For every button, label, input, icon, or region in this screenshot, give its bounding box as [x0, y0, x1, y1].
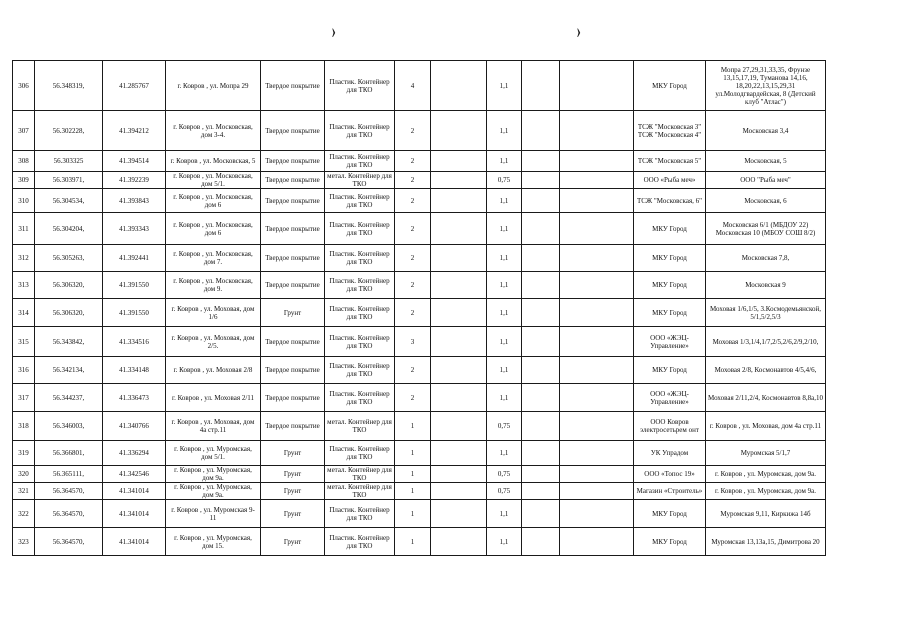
- cell-latitude: 56.344237,: [35, 384, 103, 412]
- cell-number: 314: [13, 299, 35, 327]
- table-row: [13, 213, 826, 245]
- table-row: [13, 441, 826, 466]
- table-row: [13, 151, 826, 172]
- cell-sources: ООО "Рыба меч": [706, 172, 826, 189]
- cell-sources: Муромская 9,11, Киркижа 14б: [706, 500, 826, 528]
- cell-number: 306: [13, 61, 35, 111]
- cell-longitude: 41.341014: [103, 483, 166, 500]
- cell-container-count: 1: [395, 500, 431, 528]
- cell-empty: [522, 412, 560, 441]
- cell-latitude: 56.303971,: [35, 172, 103, 189]
- cell-container-count: 2: [395, 213, 431, 245]
- cell-container-type: Пластик. Контейнер для ТКО: [325, 245, 395, 272]
- cell-volume: 1,1: [487, 111, 522, 151]
- cell-sources: Московская 3,4: [706, 111, 826, 151]
- cell-container-count: 4: [395, 61, 431, 111]
- cell-empty: [522, 466, 560, 483]
- cell-volume: 0,75: [487, 466, 522, 483]
- cell-owner: МКУ Город: [634, 245, 706, 272]
- cell-address: г. Ковров , ул. Моховая, дом 2/5.: [166, 327, 261, 357]
- cell-container-count: 2: [395, 172, 431, 189]
- cell-empty: [431, 357, 487, 384]
- cell-address: г. Ковров , ул. Муромская, дом 9а.: [166, 466, 261, 483]
- cell-empty: [560, 245, 634, 272]
- cell-surface: Грунт: [261, 483, 325, 500]
- cell-latitude: 56.346003,: [35, 412, 103, 441]
- cell-container-type: метал. Контейнер для ТКО: [325, 412, 395, 441]
- table-body: [13, 61, 826, 556]
- cell-surface: Грунт: [261, 500, 325, 528]
- cell-volume: 1,1: [487, 245, 522, 272]
- cell-empty: [431, 272, 487, 299]
- cell-empty: [431, 213, 487, 245]
- cell-volume: 1,1: [487, 189, 522, 213]
- cell-longitude: 41.394212: [103, 111, 166, 151]
- cell-latitude: 56.306320,: [35, 299, 103, 327]
- cell-longitude: 41.336294: [103, 441, 166, 466]
- cell-owner: МКУ Город: [634, 299, 706, 327]
- cell-empty: [431, 466, 487, 483]
- cell-volume: 1,1: [487, 357, 522, 384]
- cell-latitude: 56.364570,: [35, 483, 103, 500]
- cell-empty: [560, 151, 634, 172]
- cell-sources: Московская, 5: [706, 151, 826, 172]
- cell-surface: Твердое покрытие: [261, 172, 325, 189]
- cell-number: 313: [13, 272, 35, 299]
- cell-sources: Моховая 1/6,1/5, 3.Космодемьянской, 5/1,5/2,5/3: [706, 299, 826, 327]
- cell-sources: г. Ковров , ул. Моховая, дом 4а стр.11: [706, 412, 826, 441]
- cell-sources: Моховая 2/11,2/4, Космонавтов 8,8а,10: [706, 384, 826, 412]
- cell-surface: Твердое покрытие: [261, 189, 325, 213]
- cell-latitude: 56.302228,: [35, 111, 103, 151]
- table-row: [13, 299, 826, 327]
- cell-longitude: 41.393843: [103, 189, 166, 213]
- cell-number: 323: [13, 528, 35, 556]
- table-row: [13, 412, 826, 441]
- cell-container-count: 3: [395, 327, 431, 357]
- cell-latitude: 56.304204,: [35, 213, 103, 245]
- cell-surface: Твердое покрытие: [261, 357, 325, 384]
- cell-owner: УК Упрадом: [634, 441, 706, 466]
- cell-volume: 0,75: [487, 172, 522, 189]
- cell-sources: Муромская 13,13а,15, Димитрова 20: [706, 528, 826, 556]
- cell-number: 311: [13, 213, 35, 245]
- cell-empty: [560, 189, 634, 213]
- cell-volume: 1,1: [487, 441, 522, 466]
- cell-empty: [522, 528, 560, 556]
- cell-container-type: Пластик. Контейнер для ТКО: [325, 299, 395, 327]
- cell-empty: [431, 245, 487, 272]
- cell-container-count: 2: [395, 245, 431, 272]
- cell-latitude: 56.304534,: [35, 189, 103, 213]
- cell-sources: Московская, 6: [706, 189, 826, 213]
- cell-number: 308: [13, 151, 35, 172]
- cell-owner: ТСЖ "Московская, 6": [634, 189, 706, 213]
- cell-address: г. Ковров , ул. Муромская, дом 15.: [166, 528, 261, 556]
- table-row: [13, 245, 826, 272]
- cell-empty: [560, 172, 634, 189]
- table-row: [13, 384, 826, 412]
- table-row: [13, 466, 826, 483]
- cell-empty: [431, 172, 487, 189]
- cell-latitude: 56.306320,: [35, 272, 103, 299]
- cell-longitude: 41.341014: [103, 500, 166, 528]
- cell-container-count: 2: [395, 357, 431, 384]
- cell-container-type: Пластик. Контейнер для ТКО: [325, 61, 395, 111]
- cell-surface: Твердое покрытие: [261, 245, 325, 272]
- cell-address: г. Ковров , ул. Моховая 2/11: [166, 384, 261, 412]
- cell-sources: Московская 9: [706, 272, 826, 299]
- cell-empty: [431, 384, 487, 412]
- waste-sites-table: [12, 60, 826, 556]
- cell-container-count: 2: [395, 272, 431, 299]
- cell-container-count: 1: [395, 412, 431, 441]
- cell-longitude: 41.334148: [103, 357, 166, 384]
- cell-empty: [431, 327, 487, 357]
- cell-address: г. Ковров , ул. Московская, дом 6: [166, 189, 261, 213]
- cell-surface: Грунт: [261, 441, 325, 466]
- cell-number: 309: [13, 172, 35, 189]
- cell-latitude: 56.366801,: [35, 441, 103, 466]
- binding-mark-left: ›: [331, 18, 336, 43]
- cell-owner: ООО «ЖЭЦ-Управление»: [634, 327, 706, 357]
- table-row: [13, 500, 826, 528]
- cell-volume: 1,1: [487, 213, 522, 245]
- cell-empty: [431, 500, 487, 528]
- cell-empty: [560, 466, 634, 483]
- cell-address: г. Ковров , ул. Моховая, дом 1/6: [166, 299, 261, 327]
- cell-surface: Твердое покрытие: [261, 327, 325, 357]
- cell-surface: Твердое покрытие: [261, 272, 325, 299]
- cell-address: г. Ковров , ул. Московская, 5: [166, 151, 261, 172]
- cell-empty: [522, 151, 560, 172]
- cell-longitude: 41.336473: [103, 384, 166, 412]
- cell-number: 307: [13, 111, 35, 151]
- table-row: [13, 483, 826, 500]
- cell-empty: [522, 111, 560, 151]
- binding-mark-right: ›: [576, 18, 581, 43]
- cell-latitude: 56.343842,: [35, 327, 103, 357]
- cell-volume: 1,1: [487, 327, 522, 357]
- cell-container-count: 2: [395, 384, 431, 412]
- cell-empty: [560, 357, 634, 384]
- cell-sources: Московская 7,8,: [706, 245, 826, 272]
- cell-longitude: 41.334516: [103, 327, 166, 357]
- table-row: [13, 327, 826, 357]
- table-row: [13, 111, 826, 151]
- cell-empty: [522, 61, 560, 111]
- cell-number: 321: [13, 483, 35, 500]
- cell-container-count: 2: [395, 189, 431, 213]
- cell-surface: Твердое покрытие: [261, 412, 325, 441]
- cell-container-count: 1: [395, 466, 431, 483]
- cell-address: г. Ковров , ул. Московская, дом 3-4.: [166, 111, 261, 151]
- cell-container-type: Пластик. Контейнер для ТКО: [325, 213, 395, 245]
- cell-latitude: 56.365111,: [35, 466, 103, 483]
- cell-surface: Грунт: [261, 528, 325, 556]
- cell-address: г. Ковров , ул. Московская, дом 6: [166, 213, 261, 245]
- cell-empty: [522, 172, 560, 189]
- table-row: [13, 528, 826, 556]
- cell-number: 318: [13, 412, 35, 441]
- cell-longitude: 41.394514: [103, 151, 166, 172]
- cell-container-type: метал. Контейнер для ТКО: [325, 466, 395, 483]
- cell-empty: [560, 61, 634, 111]
- cell-surface: Твердое покрытие: [261, 384, 325, 412]
- cell-latitude: 56.303325: [35, 151, 103, 172]
- cell-latitude: 56.342134,: [35, 357, 103, 384]
- cell-container-type: Пластик. Контейнер для ТКО: [325, 189, 395, 213]
- cell-sources: Московская 6/1 (МБДОУ 22) Московская 10 (МБОУ СОШ 8/2): [706, 213, 826, 245]
- cell-owner: ООО «Топос 19»: [634, 466, 706, 483]
- cell-empty: [560, 483, 634, 500]
- cell-empty: [560, 384, 634, 412]
- cell-container-type: Пластик. Контейнер для ТКО: [325, 151, 395, 172]
- cell-longitude: 41.391550: [103, 299, 166, 327]
- cell-empty: [431, 483, 487, 500]
- cell-empty: [522, 500, 560, 528]
- cell-container-type: метал. Контейнер для ТКО: [325, 483, 395, 500]
- cell-latitude: 56.364570,: [35, 528, 103, 556]
- cell-owner: ТСЖ "Московская 5": [634, 151, 706, 172]
- cell-surface: Твердое покрытие: [261, 61, 325, 111]
- table-row: [13, 172, 826, 189]
- cell-container-count: 1: [395, 441, 431, 466]
- cell-sources: г. Ковров , ул. Муромская, дом 9а.: [706, 466, 826, 483]
- cell-container-type: Пластик. Контейнер для ТКО: [325, 111, 395, 151]
- cell-surface: Твердое покрытие: [261, 151, 325, 172]
- cell-surface: Грунт: [261, 466, 325, 483]
- cell-empty: [522, 213, 560, 245]
- cell-owner: МКУ Город: [634, 528, 706, 556]
- cell-owner: МКУ Город: [634, 213, 706, 245]
- cell-container-type: Пластик. Контейнер для ТКО: [325, 272, 395, 299]
- cell-address: г. Ковров , ул. Московская, дом 7.: [166, 245, 261, 272]
- cell-sources: Муромская 5/1,7: [706, 441, 826, 466]
- cell-empty: [560, 441, 634, 466]
- cell-volume: 1,1: [487, 151, 522, 172]
- cell-container-type: Пластик. Контейнер для ТКО: [325, 327, 395, 357]
- cell-container-type: Пластик. Контейнер для ТКО: [325, 500, 395, 528]
- cell-sources: г. Ковров , ул. Муромская, дом 9а.: [706, 483, 826, 500]
- cell-address: г. Ковров , ул. Моховая 2/8: [166, 357, 261, 384]
- cell-longitude: 41.392441: [103, 245, 166, 272]
- cell-address: г. Ковров , ул. Моховая, дом 4а стр.11: [166, 412, 261, 441]
- cell-latitude: 56.305263,: [35, 245, 103, 272]
- cell-empty: [522, 189, 560, 213]
- cell-empty: [431, 111, 487, 151]
- cell-empty: [560, 111, 634, 151]
- cell-container-count: 1: [395, 528, 431, 556]
- cell-address: г. Ковров , ул. Муромская, дом 9а.: [166, 483, 261, 500]
- cell-empty: [431, 528, 487, 556]
- cell-longitude: 41.391550: [103, 272, 166, 299]
- cell-number: 315: [13, 327, 35, 357]
- cell-owner: ТСЖ "Московская 3" ТСЖ "Московская 4": [634, 111, 706, 151]
- cell-container-type: Пластик. Контейнер для ТКО: [325, 528, 395, 556]
- cell-empty: [522, 357, 560, 384]
- cell-owner: Магазин «Строитель»: [634, 483, 706, 500]
- cell-empty: [431, 189, 487, 213]
- cell-address: г. Ковров , ул. Московская, дом 9.: [166, 272, 261, 299]
- cell-volume: 0,75: [487, 412, 522, 441]
- cell-container-count: 2: [395, 151, 431, 172]
- cell-owner: ООО Ковров электросетьрем онт: [634, 412, 706, 441]
- cell-latitude: 56.348319,: [35, 61, 103, 111]
- cell-empty: [560, 327, 634, 357]
- cell-number: 317: [13, 384, 35, 412]
- cell-owner: МКУ Город: [634, 357, 706, 384]
- cell-volume: 1,1: [487, 384, 522, 412]
- cell-container-count: 2: [395, 111, 431, 151]
- cell-volume: 1,1: [487, 528, 522, 556]
- table-row: [13, 357, 826, 384]
- cell-surface: Твердое покрытие: [261, 111, 325, 151]
- cell-empty: [522, 299, 560, 327]
- table-row: [13, 189, 826, 213]
- cell-longitude: 41.340766: [103, 412, 166, 441]
- cell-address: г. Ковров , ул. Муромская 9-11: [166, 500, 261, 528]
- cell-empty: [560, 412, 634, 441]
- cell-container-type: Пластик. Контейнер для ТКО: [325, 441, 395, 466]
- cell-volume: 1,1: [487, 61, 522, 111]
- cell-sources: Моховая 2/8, Космонавтов 4/5,4/6,: [706, 357, 826, 384]
- cell-longitude: 41.342546: [103, 466, 166, 483]
- cell-longitude: 41.285767: [103, 61, 166, 111]
- cell-empty: [522, 384, 560, 412]
- cell-empty: [431, 61, 487, 111]
- cell-container-count: 1: [395, 483, 431, 500]
- cell-empty: [522, 327, 560, 357]
- cell-owner: МКУ Город: [634, 500, 706, 528]
- cell-address: г. Ковров , ул. Московская, дом 5/1.: [166, 172, 261, 189]
- cell-longitude: 41.341014: [103, 528, 166, 556]
- cell-owner: ООО «Рыба меч»: [634, 172, 706, 189]
- cell-number: 320: [13, 466, 35, 483]
- cell-volume: 1,1: [487, 299, 522, 327]
- cell-owner: МКУ Город: [634, 272, 706, 299]
- table-row: [13, 61, 826, 111]
- cell-owner: МКУ Город: [634, 61, 706, 111]
- cell-address: г. Ковров , ул. Муромская, дом 5/1.: [166, 441, 261, 466]
- cell-empty: [560, 272, 634, 299]
- cell-number: 322: [13, 500, 35, 528]
- cell-surface: Твердое покрытие: [261, 213, 325, 245]
- cell-longitude: 41.392239: [103, 172, 166, 189]
- cell-number: 312: [13, 245, 35, 272]
- cell-empty: [522, 441, 560, 466]
- cell-volume: 0,75: [487, 483, 522, 500]
- cell-volume: 1,1: [487, 272, 522, 299]
- cell-empty: [560, 528, 634, 556]
- cell-longitude: 41.393343: [103, 213, 166, 245]
- cell-empty: [560, 299, 634, 327]
- cell-number: 310: [13, 189, 35, 213]
- cell-container-type: Пластик. Контейнер для ТКО: [325, 357, 395, 384]
- cell-empty: [431, 412, 487, 441]
- cell-number: 316: [13, 357, 35, 384]
- cell-sources: Моховая 1/3,1/4,1/7,2/5,2/6,2/9,2/10,: [706, 327, 826, 357]
- cell-volume: 1,1: [487, 500, 522, 528]
- cell-empty: [522, 483, 560, 500]
- cell-empty: [431, 299, 487, 327]
- cell-owner: ООО «ЖЭЦ-Управление»: [634, 384, 706, 412]
- cell-sources: Мопра 27,29,31,33,35, Фрунзе 13,15,17,19, Туманова 14,16, 18,20,22,13,15,29,31 ул.Молодгвардейская, 8 (Детский клуб "Атлас"): [706, 61, 826, 111]
- cell-surface: Грунт: [261, 299, 325, 327]
- cell-latitude: 56.364570,: [35, 500, 103, 528]
- cell-container-count: 2: [395, 299, 431, 327]
- cell-empty: [431, 151, 487, 172]
- cell-empty: [560, 500, 634, 528]
- cell-empty: [522, 245, 560, 272]
- cell-container-type: метал. Контейнер для ТКО: [325, 172, 395, 189]
- cell-empty: [431, 441, 487, 466]
- cell-empty: [560, 213, 634, 245]
- cell-number: 319: [13, 441, 35, 466]
- table-row: [13, 272, 826, 299]
- cell-empty: [522, 272, 560, 299]
- cell-container-type: Пластик. Контейнер для ТКО: [325, 384, 395, 412]
- cell-address: г. Ковров , ул. Мопра 29: [166, 61, 261, 111]
